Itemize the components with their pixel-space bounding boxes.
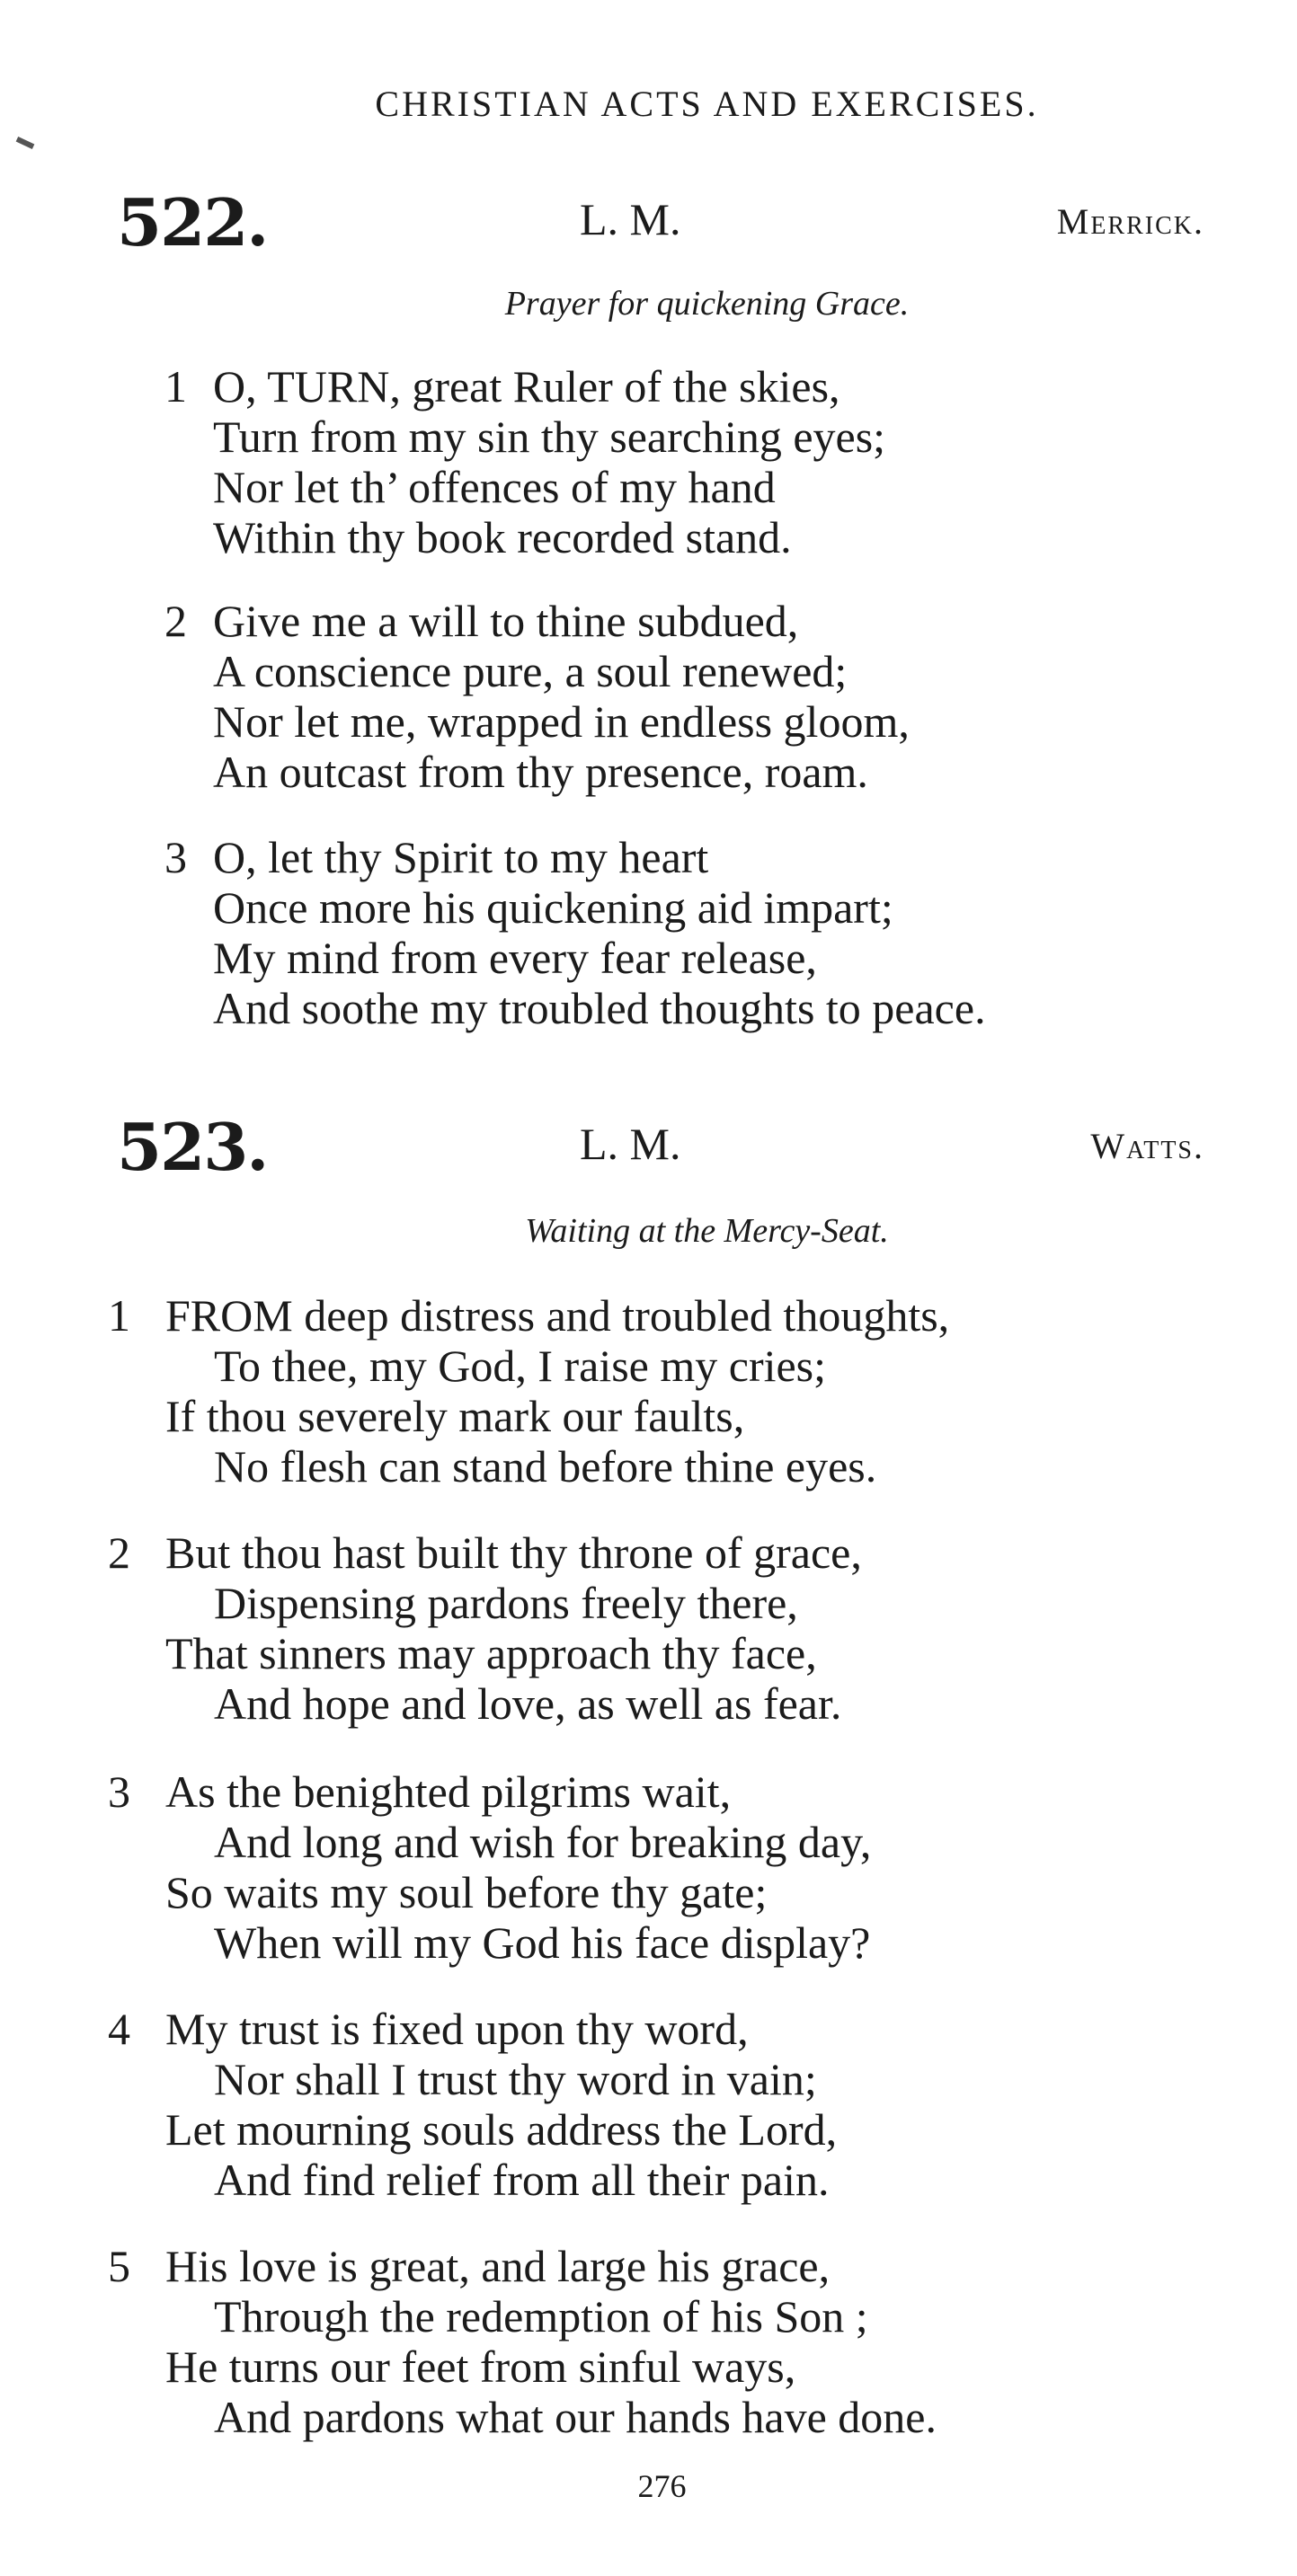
verse-line (0, 1578, 1297, 1628)
verse-text: And soothe my troubled thoughts to peace. (213, 983, 986, 1033)
stanza-number: 5 (108, 2241, 130, 2291)
stanza (0, 832, 1297, 1033)
verse-text: Let mourning souls address the Lord, (165, 2104, 838, 2155)
hymn-tune: Watts. (1090, 1126, 1204, 1166)
verse-line (0, 512, 1297, 562)
verse-line (0, 1391, 1297, 1441)
verse-text: As the benighted pilgrims wait, (165, 1766, 732, 1817)
stanza-number: 3 (164, 832, 187, 882)
verse-text: My trust is fixed upon thy word, (165, 2004, 749, 2054)
verse-line (0, 696, 1297, 747)
verse-text: Turn from my sin thy searching eyes; (213, 412, 886, 462)
verse-line (0, 933, 1297, 983)
stanza (0, 361, 1297, 562)
verse-line (0, 1527, 1297, 1578)
stanza-number: 2 (164, 596, 187, 646)
hymn-number: 522. (117, 184, 268, 261)
verse-line (0, 2392, 1297, 2442)
print-mark (16, 137, 35, 149)
verse-line (0, 832, 1297, 882)
verse-line (0, 1628, 1297, 1678)
hymn-meter: L. M. (580, 1119, 681, 1169)
hymn-number: 523. (117, 1109, 268, 1185)
verse-line (0, 2004, 1297, 2054)
verse-text: Nor let th’ offences of my hand (213, 462, 776, 512)
verse-text: And find relief from all their pain. (214, 2155, 830, 2205)
stanza-number: 1 (108, 1290, 130, 1341)
verse-text: And hope and love, as well as fear. (214, 1678, 842, 1729)
stanza (0, 1527, 1297, 1729)
verse-text: O, let thy Spirit to my heart (213, 832, 709, 882)
stanza-number: 1 (164, 361, 187, 412)
hymn-tune: Merrick. (1056, 201, 1204, 242)
hymn-522-header (117, 184, 1204, 261)
hymn-meter: L. M. (580, 194, 681, 244)
verse-line (0, 2291, 1297, 2341)
verse-line (0, 2341, 1297, 2392)
verse-text: When will my God his face display? (214, 1917, 871, 1968)
stanza (0, 2241, 1297, 2442)
hymn-523-header (117, 1109, 1204, 1185)
verse-line (0, 2054, 1297, 2104)
verse-text: Within thy book recorded stand. (213, 512, 792, 562)
stanza (0, 1290, 1297, 1492)
verse-text: O, TURN, great Ruler of the skies, (213, 361, 840, 412)
verse-text: Dispensing pardons freely there, (214, 1578, 798, 1628)
verse-text: He turns our feet from sinful ways, (165, 2341, 796, 2392)
verse-text: So waits my soul before thy gate; (165, 1867, 768, 1917)
verse-line (0, 1766, 1297, 1817)
verse-text: My mind from every fear release, (213, 933, 817, 983)
verse-text: To thee, my God, I raise my cries; (214, 1341, 827, 1391)
verse-text: But thou hast built thy throne of grace, (165, 1527, 862, 1578)
running-head: CHRISTIAN ACTS AND EXERCISES. (375, 84, 1039, 124)
stanza (0, 1766, 1297, 1968)
stanza (0, 596, 1297, 797)
verse-line (0, 2104, 1297, 2155)
verse-text: Nor shall I trust thy word in vain; (214, 2054, 817, 2104)
verse-line (0, 1678, 1297, 1729)
verse-text: If thou severely mark our faults, (165, 1391, 745, 1441)
stanza-number: 4 (108, 2004, 130, 2054)
verse-text: FROM deep distress and troubled thoughts, (165, 1290, 950, 1341)
verse-line (0, 412, 1297, 462)
verse-line (0, 1867, 1297, 1917)
verse-text: And long and wish for breaking day, (214, 1817, 872, 1867)
hymn-subtitle: Prayer for quickening Grace. (504, 285, 910, 323)
verse-line (0, 983, 1297, 1033)
verse-line (0, 2155, 1297, 2205)
verse-line (0, 1441, 1297, 1492)
verse-text: And pardons what our hands have done. (214, 2392, 937, 2442)
stanza (0, 2004, 1297, 2205)
verse-line (0, 646, 1297, 696)
verse-text: A conscience pure, a soul renewed; (213, 646, 848, 696)
verse-text: That sinners may approach thy face, (165, 1628, 817, 1678)
verse-line (0, 1290, 1297, 1341)
verse-line (0, 1917, 1297, 1968)
verse-text: Give me a will to thine subdued, (213, 596, 799, 646)
verse-line (0, 1817, 1297, 1867)
verse-text: Through the redemption of his Son ; (214, 2291, 868, 2341)
stanza-number: 3 (108, 1766, 130, 1817)
verse-line (0, 1341, 1297, 1391)
verse-text: Once more his quickening aid impart; (213, 882, 893, 933)
verse-text: No flesh can stand before thine eyes. (214, 1441, 877, 1492)
verse-line (0, 462, 1297, 512)
verse-text: Nor let me, wrapped in endless gloom, (213, 696, 910, 747)
stanza-number: 2 (108, 1527, 130, 1578)
verse-line (0, 747, 1297, 797)
verse-text: His love is great, and large his grace, (165, 2241, 831, 2291)
verse-text: An outcast from thy presence, roam. (213, 747, 868, 797)
hymn-subtitle: Waiting at the Mercy-Seat. (525, 1212, 889, 1250)
verse-line (0, 2241, 1297, 2291)
verse-line (0, 361, 1297, 412)
page-number: 276 (637, 2468, 687, 2504)
verse-line (0, 882, 1297, 933)
verse-line (0, 596, 1297, 646)
